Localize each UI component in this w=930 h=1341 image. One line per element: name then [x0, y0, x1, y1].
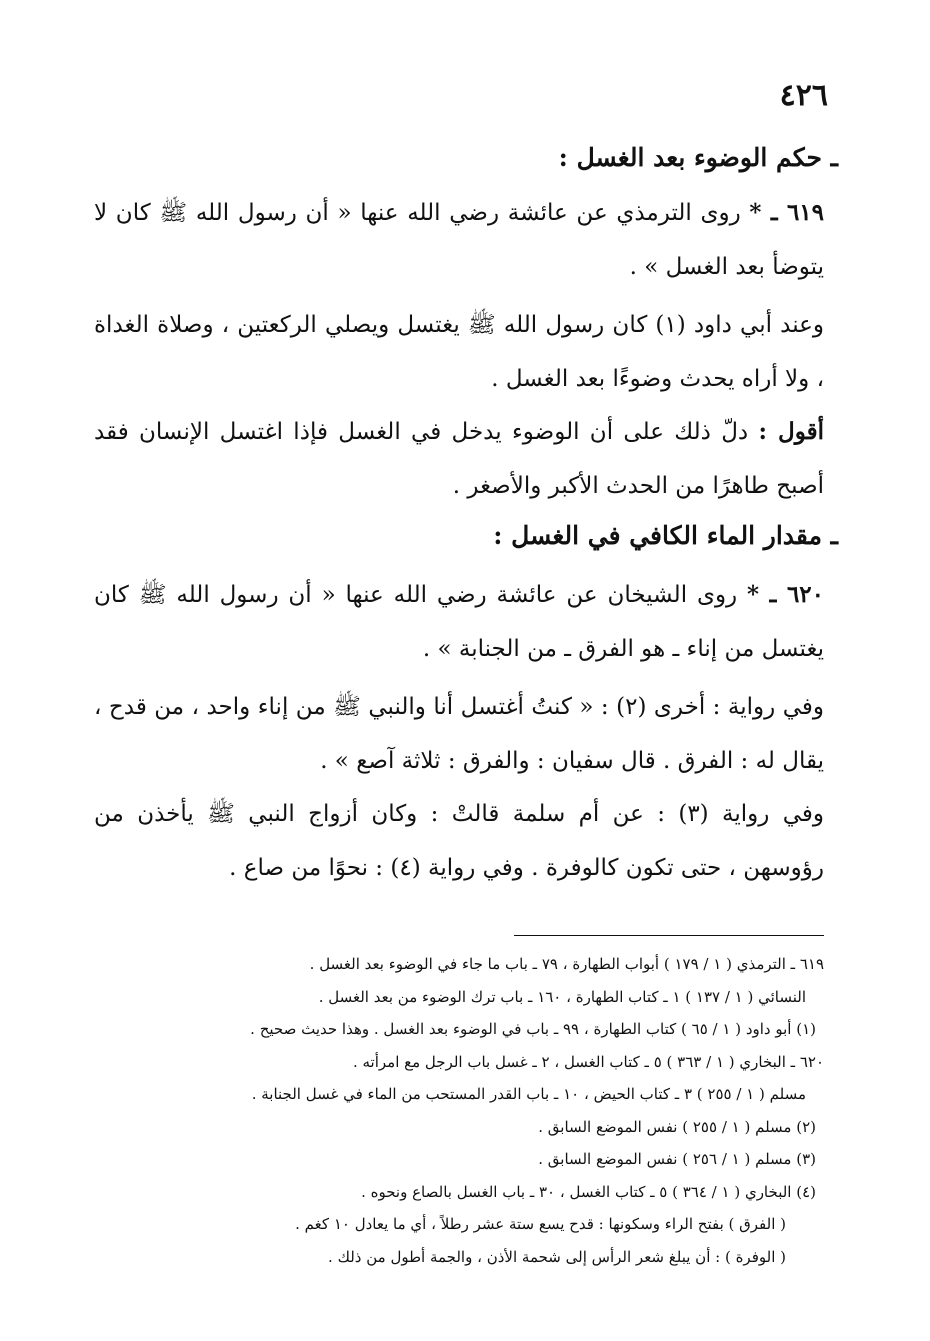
section-heading-water-amount: ـ مقدار الماء الكافي في الغسل :: [493, 521, 838, 550]
paragraph-commentary: [94, 405, 824, 513]
paragraph-text: وعند أبي داود (١) كان رسول الله ﷺ يغتسل ويصلي الركعتين ، وصلاة الغداة ، ولا أراه يحدث وضوءًا بعد الغسل .: [94, 312, 824, 392]
paragraph-text: وفي رواية (٣) : عن أم سلمة قالتْ : وكان أزواج النبي ﷺ يأخذن من رؤوسهن ، حتى تكون كالوفرة . وفي رواية (٤) : نحوًا من صاع .: [94, 801, 824, 881]
commentary-lead: أقول :: [758, 418, 825, 445]
footnote-item: (٤) البخاري ( ١ / ٣٦٤ ) ٥ ـ كتاب الغسل ، ٣٠ ـ باب الغسل بالصاع ونحوه .: [361, 1182, 816, 1201]
footnote-item: ٦١٩ ـ الترمذي ( ١ / ١٧٩ ) أبواب الطهارة ، ٧٩ ـ باب ما جاء في الوضوء بعد الغسل .: [309, 955, 824, 973]
paragraph-text: روى الشيخان عن عائشة رضي الله عنها « أن رسول الله ﷺ كان يغتسل من إناء ـ هو الفرق ـ من الجنابة » .: [94, 582, 824, 662]
hadith-number: ٦٢٠ ـ *: [747, 581, 825, 608]
footnote-item: النسائي ( ١ / ١٣٧ ) ١ ـ كتاب الطهارة ، ١٦٠ ـ باب ترك الوضوء من بعد الغسل .: [318, 987, 806, 1006]
footnote-item: (٢) مسلم ( ١ / ٢٥٥ ) نفس الموضع السابق .: [538, 1117, 816, 1136]
paragraph-hadith-620: [94, 568, 824, 676]
footnote-item: مسلم ( ١ / ٢٥٥ ) ٣ ـ كتاب الحيض ، ١٠ ـ باب القدر المستحب من الماء في غسل الجنابة .: [251, 1085, 806, 1103]
footnote-item: ( الفرق ) بفتح الراء وسكونها : قدح يسع ستة عشر رطلاً ، أي ما يعادل ١٠ كغم .: [295, 1215, 786, 1233]
footnote-item: (٣) مسلم ( ١ / ٢٥٦ ) نفس الموضع السابق .: [538, 1150, 816, 1168]
hadith-number: ٦١٩ ـ *: [749, 199, 825, 226]
paragraph-abu-dawud: [94, 298, 824, 406]
footnotes: [104, 948, 824, 1273]
footnote-item: ( الوفرة ) : أن يبلغ شعر الرأس إلى شحمة الأذن ، والجمة أطول من ذلك .: [328, 1247, 786, 1266]
section-heading-wudu-after-ghusl: ـ حكم الوضوء بعد الغسل :: [558, 143, 838, 172]
paragraph-umm-salama-narration: [94, 787, 824, 895]
page-number: ٤٢٦: [779, 78, 828, 113]
paragraph-other-narration: [94, 680, 824, 788]
footnote-item: (١) أبو داود ( ١ / ٦٥ ) كتاب الطهارة ، ٩٩ ـ باب في الوضوء بعد الغسل . وهذا حديث صحيح .: [250, 1020, 816, 1038]
paragraph-text: روى الترمذي عن عائشة رضي الله عنها « أن رسول الله ﷺ كان لا يتوضأ بعد الغسل » .: [94, 200, 824, 280]
paragraph-hadith-619: [94, 186, 824, 294]
footnote-divider: [514, 935, 824, 936]
paragraph-text: دلّ ذلك على أن الوضوء يدخل في الغسل فإذا اغتسل الإنسان فقد أصبح طاهرًا من الحدث الأكبر والأصغر .: [94, 419, 824, 499]
footnote-item: ٦٢٠ ـ البخاري ( ١ / ٣٦٣ ) ٥ ـ كتاب الغسل ، ٢ ـ غسل باب الرجل مع امرأته .: [352, 1052, 824, 1071]
paragraph-text: وفي رواية : أخرى (٢) : « كنتُ أغتسل أنا والنبي ﷺ من إناء واحد ، من قدح ، يقال له : الفرق . قال سفيان : والفرق : ثلاثة آصع » .: [94, 694, 824, 774]
